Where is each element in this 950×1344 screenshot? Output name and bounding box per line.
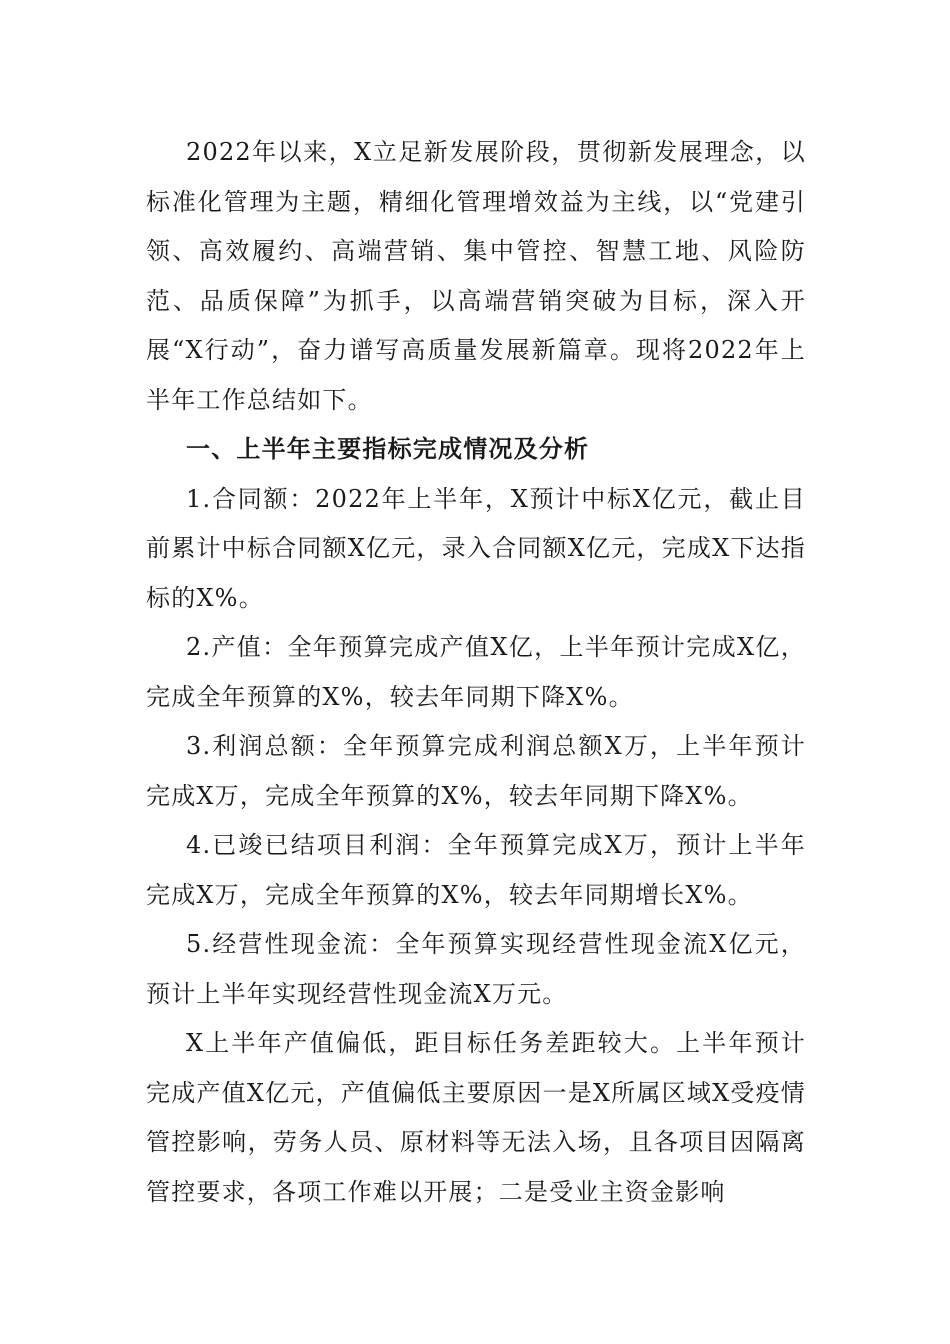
item-total-profit: 3.利润总额：全年预算完成利润总额X万，上半年预计完成X万，完成全年预算的X%，较去年同期下降X%。 — [146, 732, 806, 810]
document-body — [146, 128, 806, 1217]
item-operating-cash-flow: 5.经营性现金流：全年预算实现经营性现金流X亿元，预计上半年实现经营性现金流X万元。 — [146, 930, 806, 1008]
item-output-value: 2.产值：全年预算完成产值X亿，上半年预计完成X亿，完成全年预算的X%，较去年同期下降X%。 — [146, 633, 806, 711]
item-completed-project-profit: 4.已竣已结项目利润：全年预算完成X万，预计上半年完成X万，完成全年预算的X%，较去年同期增长X%。 — [146, 831, 806, 909]
section-heading: 一、上半年主要指标完成情况及分析 — [186, 435, 590, 463]
item-contract-amount: 1.合同额：2022年上半年，X预计中标X亿元，截止目前累计中标合同额X亿元，录入合同额X亿元，完成X下达指标的X%。 — [146, 484, 806, 612]
analysis-paragraph: X上半年产值偏低，距目标任务差距较大。上半年预计完成产值X亿元，产值偏低主要原因一是X所属区域X受疫情管控影响，劳务人员、原材料等无法入场，且各项目因隔离管控要求，各项工作难以开展；二是受业主资金影响 — [146, 1029, 806, 1206]
intro-paragraph: 2022年以来，X立足新发展阶段，贯彻新发展理念，以标准化管理为主题，精细化管理增效益为主线，以“党建引领、高效履约、高端营销、集中管控、智慧工地、风险防范、品质保障”为抓手，以高端营销突破为目标，深入开展“X行动”，奋力谱写高质量发展新篇章。现将2022年上半年工作总结如下。 — [146, 138, 806, 414]
